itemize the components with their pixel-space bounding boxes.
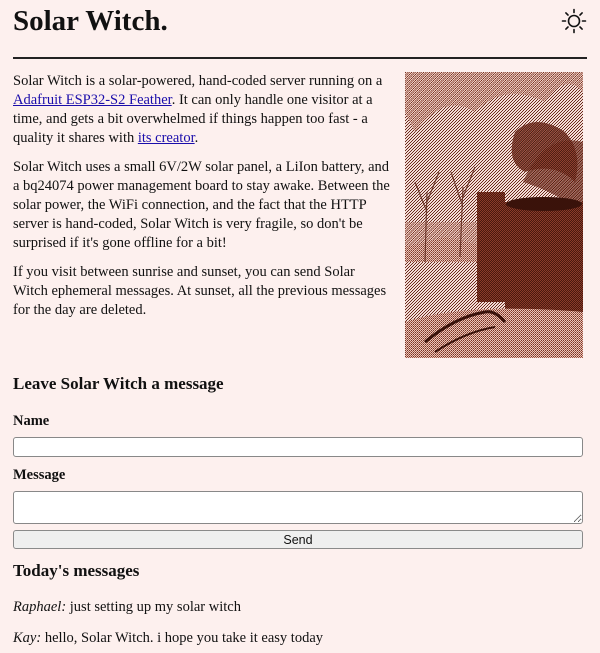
message-item — [13, 629, 583, 648]
intro-p1-end: . — [194, 130, 199, 146]
creator-link[interactable]: its creator — [137, 130, 195, 146]
theme-toggle-button[interactable] — [561, 8, 587, 34]
feather-link[interactable]: Adafruit ESP32-S2 Feather — [13, 92, 172, 108]
intro-paragraph-1 — [13, 72, 391, 148]
message-text: hello, Solar Witch. i hope you take it easy today — [41, 630, 324, 646]
leave-message-section — [13, 373, 583, 549]
message-author: Kay: — [13, 630, 42, 646]
intro-p1-middle: . It can only handle one visitor at a time, and gets a bit overwhelmed if things happen too fast - a quality it shares with — [13, 92, 373, 146]
message-item — [13, 598, 583, 617]
message-textarea[interactable] — [13, 491, 583, 524]
intro-paragraph-3: If you visit between sunrise and sunset, you can send Solar Witch ephemeral messages. At sunset, all the previous messages for the day are deleted. — [13, 264, 387, 318]
leave-message-heading: Leave Solar Witch a message — [13, 374, 224, 393]
intro-paragraph-2: Solar Witch uses a small 6V/2W solar panel, a LiIon battery, and a bq24074 power management board to stay awake. Between the solar power, the WiFi connection, and the fact that the HTTP server is hand-coded, Solar Witch is very fragile, so don't be surprised if it's gone offline for a bit! — [13, 159, 390, 251]
message-text: just setting up my solar witch — [66, 599, 241, 615]
intro-section — [13, 72, 587, 320]
name-input[interactable] — [13, 437, 583, 457]
sun-icon — [561, 8, 587, 34]
site-title: Solar Witch. — [13, 5, 168, 37]
page — [0, 0, 600, 320]
intro-p1-start: Solar Witch is a solar-powered, hand-coded server running on a — [13, 73, 383, 89]
message-label: Message — [13, 467, 66, 483]
solar-witch-photo — [405, 72, 583, 358]
send-button[interactable]: Send — [13, 530, 583, 549]
todays-messages-section — [13, 560, 583, 648]
intro-text — [13, 72, 391, 320]
todays-messages-heading: Today's messages — [13, 561, 140, 580]
photo-illustration — [405, 72, 583, 358]
site-header — [13, 0, 587, 59]
message-author: Raphael: — [13, 599, 67, 615]
name-label: Name — [13, 413, 50, 429]
